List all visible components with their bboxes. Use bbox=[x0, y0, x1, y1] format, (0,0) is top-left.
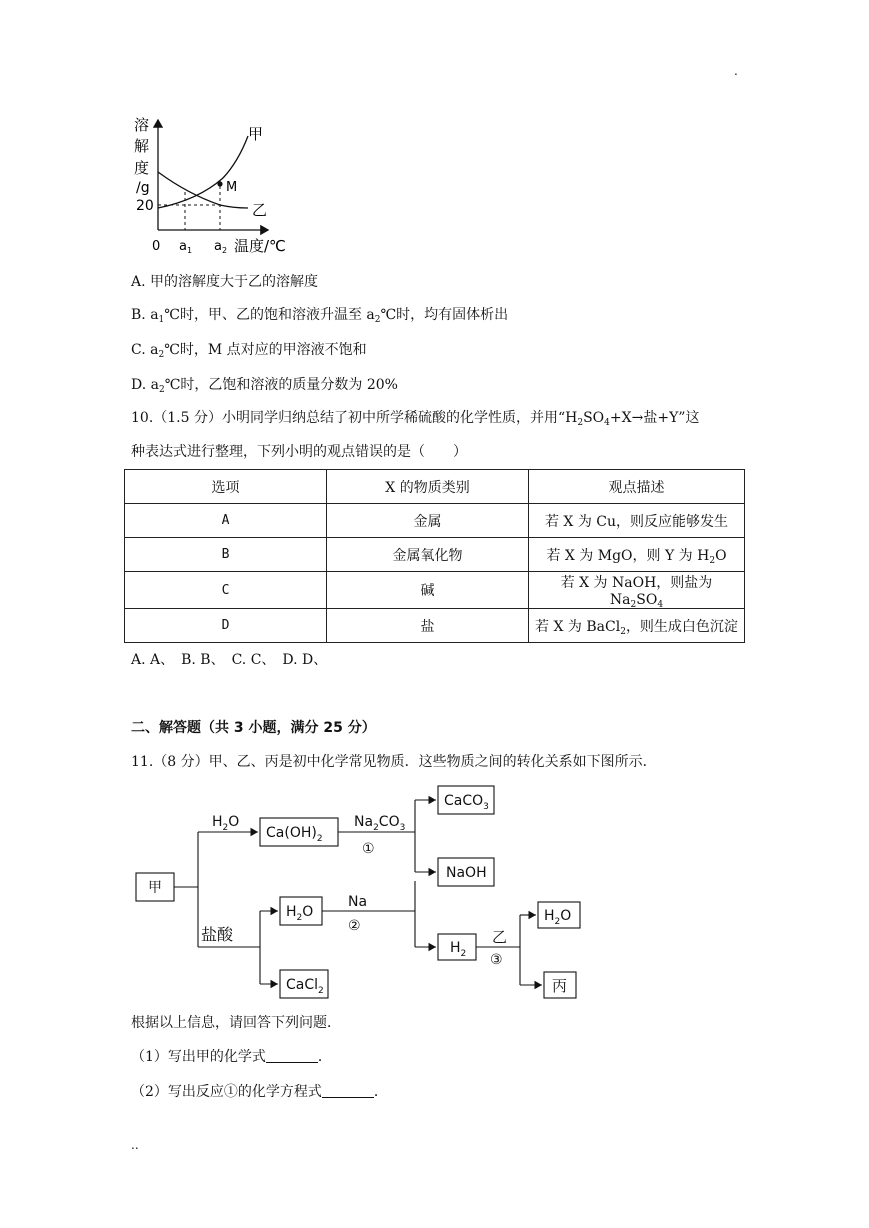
label-bing: 丙 bbox=[552, 977, 568, 995]
x-tick-0: 0 bbox=[152, 239, 161, 254]
q11-subquestion-1: （1）写出甲的化学式 ． bbox=[131, 1049, 332, 1065]
label-yi: 乙 bbox=[492, 928, 508, 946]
cell-category: 碱 bbox=[327, 572, 529, 609]
cell-option: C bbox=[125, 572, 327, 609]
option-b: B. $a_1℃$时，甲、乙的饱和溶液升温至 $a_2℃$时，均有固体析出 bbox=[131, 307, 509, 325]
y-axis-label-1: 溶 bbox=[134, 116, 150, 134]
q11-prompt: 根据以上信息，请回答下列问题． bbox=[131, 1015, 341, 1031]
cell-category: 金属 bbox=[327, 504, 529, 538]
table-row bbox=[125, 504, 745, 538]
label-cacl2: CaCl$_2$ bbox=[286, 977, 324, 996]
label-circle-2: ② bbox=[348, 918, 361, 934]
footer-mark: .. bbox=[131, 1138, 139, 1152]
x-tick-a1: a bbox=[179, 239, 187, 254]
cell-option: D bbox=[125, 609, 327, 643]
point-m bbox=[217, 181, 222, 186]
table-row bbox=[125, 538, 745, 572]
label-water-reagent: $H_2O$ bbox=[212, 814, 240, 833]
header-option: 选项 bbox=[125, 470, 327, 504]
label-h2o-right: $H_2O$ bbox=[544, 908, 572, 927]
label-na: Na bbox=[348, 894, 368, 910]
header-description: 观点描述 bbox=[529, 470, 745, 504]
y-axis-label-2: 解 bbox=[134, 137, 150, 155]
label-hcl: 盐酸 bbox=[201, 925, 234, 944]
q10-stem-line1: 10.（1.5 分）小明同学归纳总结了初中所学稀硫酸的化学性质，并用“$H_2SO_4+X\to$盐+Y”这 bbox=[131, 410, 700, 428]
y-axis-label-3: 度 bbox=[134, 159, 150, 177]
q10-answer-choices: A. A、 B. B、 C. C、 D. D、 bbox=[131, 652, 328, 668]
cell-option: A bbox=[125, 504, 327, 538]
table-header-row bbox=[125, 470, 745, 504]
label-caoh2: $Ca(OH)_2$ bbox=[266, 825, 323, 844]
cell-description: 若 X 为 BaCl$_2$，则生成白色沉淀 bbox=[529, 609, 745, 643]
solubility-chart bbox=[128, 112, 298, 260]
cell-category: 盐 bbox=[327, 609, 529, 643]
label-jia: 甲 bbox=[148, 880, 162, 896]
curve-jia bbox=[158, 136, 248, 208]
answer-blank-2[interactable] bbox=[322, 1083, 374, 1098]
label-h2o-box: $H_2O$ bbox=[286, 904, 314, 923]
x-tick-a1-sub: 1 bbox=[187, 246, 193, 255]
label-caco3: CaCO$_3$ bbox=[444, 793, 489, 812]
cell-description: 若 X 为 MgO，则 Y 为 $H_2O$ bbox=[529, 538, 745, 572]
y-tick-20: 20 bbox=[136, 198, 154, 214]
option-d: D. $a_2℃$时，乙饱和溶液的质量分数为 20% bbox=[131, 377, 398, 395]
answer-blank-1[interactable] bbox=[266, 1048, 318, 1063]
cell-option: B bbox=[125, 538, 327, 572]
q11-stem: 11.（8 分）甲、乙、丙是初中化学常见物质．这些物质之间的转化关系如下图所示． bbox=[131, 754, 657, 770]
option-c: C. $a_2℃$时，M 点对应的甲溶液不饱和 bbox=[131, 342, 367, 360]
y-axis-label-4: /g bbox=[136, 180, 150, 196]
x-tick-a2: a bbox=[214, 239, 222, 254]
curve-jia-label: 甲 bbox=[248, 125, 264, 143]
cell-description: 若 X 为 NaOH，则盐为 $Na_2SO_4$ bbox=[529, 572, 745, 609]
label-h2: $H_2$ bbox=[450, 940, 467, 959]
label-circle-3: ③ bbox=[490, 952, 503, 968]
reaction-diagram bbox=[130, 782, 620, 1004]
label-naoh: NaOH bbox=[446, 865, 487, 881]
table-row bbox=[125, 572, 745, 609]
curve-yi-label: 乙 bbox=[252, 201, 268, 219]
label-circle-1: ① bbox=[362, 841, 375, 857]
point-m-label: M bbox=[226, 180, 238, 195]
q10-table bbox=[124, 469, 745, 643]
q11-subquestion-2: （2）写出反应①的化学方程式 ． bbox=[131, 1084, 388, 1100]
q10-stem-line2: 种表达式进行整理，下列小明的观点错误的是（ ） bbox=[131, 444, 467, 460]
table-row bbox=[125, 609, 745, 643]
corner-mark: . bbox=[734, 64, 738, 78]
option-a: A. 甲的溶解度大于乙的溶解度 bbox=[131, 274, 319, 290]
section-heading: 二、解答题（共 3 小题，满分 25 分） bbox=[131, 720, 376, 736]
x-tick-a2-sub: 2 bbox=[222, 246, 228, 255]
cell-category: 金属氧化物 bbox=[327, 538, 529, 572]
x-axis-label: 温度/℃ bbox=[234, 237, 286, 255]
header-category: X 的物质类别 bbox=[327, 470, 529, 504]
cell-description: 若 X 为 Cu，则反应能够发生 bbox=[529, 504, 745, 538]
label-na2co3: $Na_2CO_3$ bbox=[354, 814, 406, 833]
